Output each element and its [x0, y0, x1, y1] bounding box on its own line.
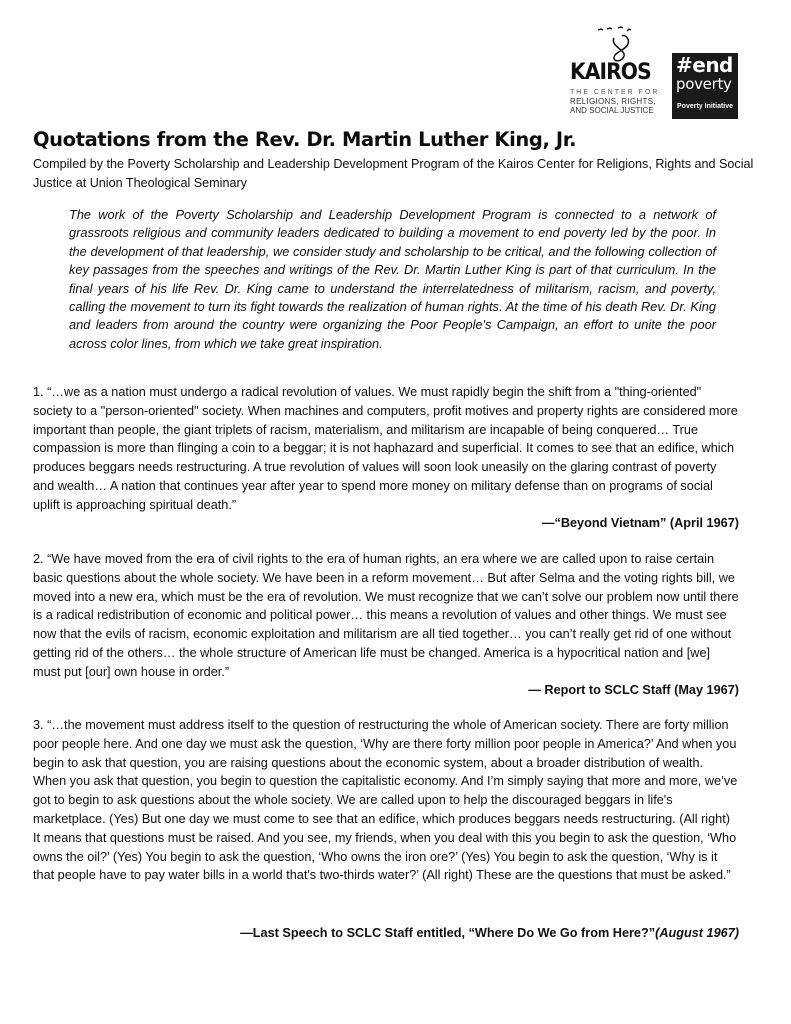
kairos-logo [566, 24, 660, 120]
quote-3-source-date: (August 1967) [655, 926, 739, 940]
quote-text: “We have moved from the era of civil rights to the era of human rights, an era where we are called upon to raise certain basic questions about the whole society. We have been in a reform movement… But after Selma and the voting rights bill, we moved into a new era, which must be the era of revolution. We must recognize that we can’t solve our problem now until there is a radical redistribution of economic and political power… this means a revolution of values and other things. We must see now that the evils of racism, economic exploitation and militarism are all tied together… you can’t really get rid of one without getting rid of the others… the whole structure of American life must be changed. America is a hypocritical nation and [we] must put [our] own house in order.” [33, 552, 739, 679]
quote-2-source: — Report to SCLC Staff (May 1967) [528, 683, 739, 697]
page-subtitle: Compiled by the Poverty Scholarship and Leadership Development Program of the Kairos Center for Religions, Rights and Social Justice at Union Theological Seminary [33, 157, 754, 190]
quote-number: 1. [33, 385, 44, 399]
kairos-tagline-3: AND SOCIAL JUSTICE [570, 106, 654, 115]
quote-number: 2. [33, 552, 44, 566]
page-title: Quotations from the Rev. Dr. Martin Luther King, Jr. [33, 128, 577, 151]
quote-3 [33, 716, 739, 885]
quote-3-source [240, 924, 739, 943]
poverty-initiative-label: Poverty Initiative [677, 103, 734, 110]
quote-text: “…the movement must address itself to the question of restructuring the whole of American society. There are forty million poor people here. And one day we must ask the question, ‘Why are there forty million poor people in America?’ And when you begin to ask that question, you are raising questions about the economic system, about a broader distribution of wealth. When you ask that question, you begin to question the capitalistic economy. And I’m simply saying that more and more, we’ve got to begin to ask questions about the whole society. We are called upon to help the discouraged beggars in life's marketplace. (Yes) But one day we must come to see that an edifice, which produces beggars needs restructuring. (All right) It means that questions must be raised. And you see, my friends, when you deal with this you begin to ask the question, ‘Who owns the oil?’ (Yes) You begin to ask the question, ‘Who owns the iron ore?’ (Yes) You begin to ask the question, ‘Why is it that people have to pay water bills in a world that's two-thirds water?’ (All right) These are the questions that must be asked.” [33, 718, 738, 883]
end-poverty-hashtag: #end [676, 53, 733, 77]
quote-1-source: —“Beyond Vietnam” (April 1967) [541, 516, 739, 530]
kairos-wordmark: KAIROS [570, 60, 651, 85]
kairos-tagline-1: THE CENTER FOR [570, 89, 660, 96]
quote-1 [33, 383, 739, 515]
quote-2 [33, 550, 739, 682]
end-poverty-logo [672, 53, 738, 119]
quote-text: “…we as a nation must undergo a radical revolution of values. We must rapidly begin the shift from a "thing-oriented" society to a "person-oriented" society. When machines and computers, profit motives and property rights are considered more important than people, the giant triplets of racism, materialism, and militarism are incapable of being conquered… True compassion is more than flinging a coin to a beggar; it is not haphazard and superficial. It comes to see that an edifice, which produces beggars needs restructuring. A true revolution of values will soon look uneasily on the glaring contrast of poverty and wealth… A nation that continues year after year to spend more money on military defense than on programs of social uplift is approaching spiritual death.” [33, 385, 738, 512]
kairos-tagline-2: RELIGIONS, RIGHTS, [570, 97, 656, 106]
birds-infinity-icon [592, 24, 642, 64]
intro-paragraph: The work of the Poverty Scholarship and Leadership Development Program is connected to a network of grassroots religious and community leaders dedicated to building a movement to end poverty led by the poor. In the development of that leadership, we consider study and scholarship to be critical, and the following collection of key passages from the speeches and writings of the Rev. Dr. Martin Luther King is part of that curriculum. In the final years of his life Rev. Dr. King came to understand the interrelatedness of militarism, racism, and poverty, calling the movement to turn its fight towards the realization of human rights. At the time of his death Rev. Dr. King and leaders from around the country were organizing the Poor People's Campaign, an effort to unite the poor across color lines, from which we take great inspiration. [69, 207, 716, 351]
quote-number: 3. [33, 718, 44, 732]
end-poverty-word: poverty [676, 75, 732, 93]
quote-3-source-title: —Last Speech to SCLC Staff entitled, “Where Do We Go from Here?” [240, 926, 656, 940]
